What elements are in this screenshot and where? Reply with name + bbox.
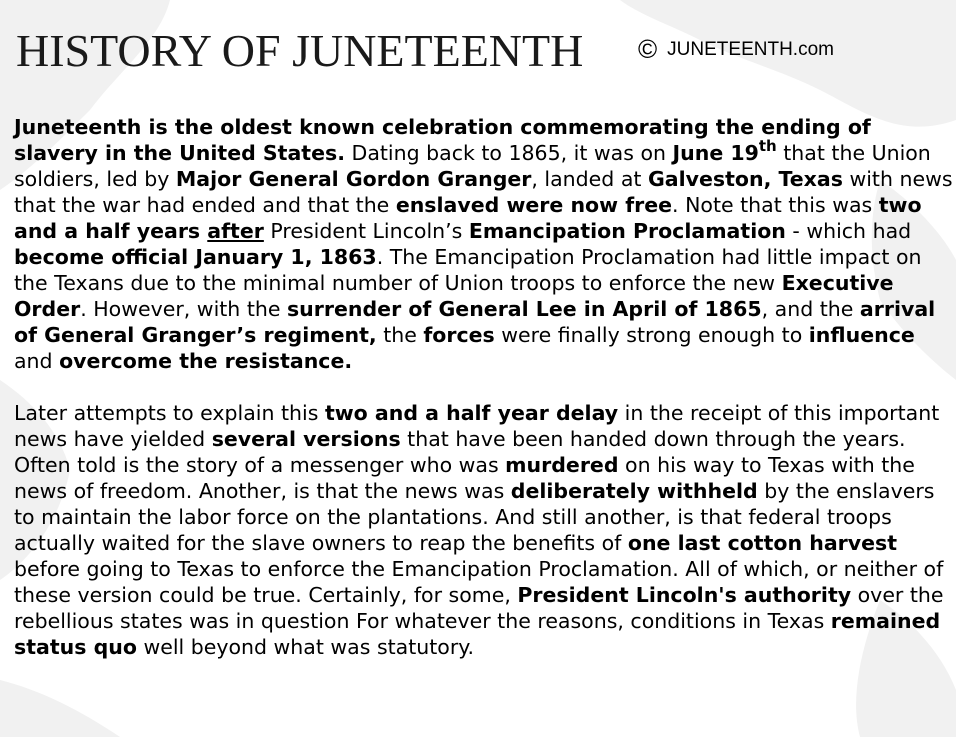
- text-segment: several versions: [211, 427, 401, 451]
- text-segment: over the rebellious states was in question For whatever the reasons, conditions in Texas: [14, 583, 944, 633]
- text-segment: Executive Order: [14, 271, 894, 321]
- text-segment: and: [14, 349, 60, 373]
- text-segment: the: [376, 323, 424, 347]
- text-segment: th: [758, 137, 777, 155]
- text-segment: after: [207, 219, 264, 243]
- text-segment: with news that the war had ended and that the: [14, 167, 953, 217]
- copyright-notice: [638, 36, 834, 63]
- text-segment: were finally strong enough to: [494, 323, 809, 347]
- text-segment: before going to Texas to enforce the Emancipation Proclamation. All of which, or neither of these version could be true. Certainly, for some,: [14, 557, 944, 607]
- text-segment: that the Union soldiers, led by: [14, 141, 931, 191]
- text-segment: . Note that this was: [672, 193, 879, 217]
- text-segment: in the receipt of this important news have yielded: [14, 401, 940, 451]
- text-segment: Dating back to 1865, it was on: [345, 141, 673, 165]
- paragraph-delay: [14, 400, 954, 660]
- text-segment: well beyond what was statutory.: [136, 635, 474, 659]
- text-segment: by the enslavers to maintain the labor force on the plantations. And still another, is that federal troops actually waited for the slave owners to reap the benefits of: [14, 479, 935, 555]
- text-segment: murdered: [505, 453, 619, 477]
- text-segment: Juneteenth is the oldest known celebration commemorating the ending of slavery in the United States.: [14, 115, 871, 165]
- text-segment: that have been handed down through the years. Often told is the story of a messenger who was: [14, 427, 906, 477]
- text-segment: , and the: [761, 297, 860, 321]
- text-segment: become official January 1, 1863: [14, 245, 377, 269]
- text-segment: forces: [423, 323, 495, 347]
- text-segment: deliberately withheld: [510, 479, 758, 503]
- text-segment: , landed at: [531, 167, 648, 191]
- text-segment: on his way to Texas with the news of freedom. Another, is that the news was: [14, 453, 915, 503]
- text-segment: Emancipation Proclamation: [468, 219, 786, 243]
- text-segment: Later attempts to explain this: [14, 401, 325, 425]
- text-segment: . The Emancipation Proclamation had little impact on the Texans due to the minimal number of Union troops to enforce the new: [14, 245, 922, 295]
- text-segment: two and a half years: [14, 193, 922, 243]
- text-segment: surrender of General Lee in April of 1865: [286, 297, 762, 321]
- text-segment: President Lincoln’s: [263, 219, 469, 243]
- text-segment: one last cotton harvest: [627, 531, 898, 555]
- copyright-symbol: ©: [638, 34, 658, 64]
- text-segment: President Lincoln's authority: [517, 583, 852, 607]
- article-body: [14, 114, 954, 660]
- text-segment: arrival of General Granger’s regiment,: [14, 297, 936, 347]
- text-segment: enslaved were now free: [395, 193, 673, 217]
- text-segment: Galveston, Texas: [647, 167, 843, 191]
- paragraph-intro: [14, 114, 954, 374]
- text-segment: June 19: [672, 141, 759, 165]
- page-title: HISTORY OF JUNETEENTH: [16, 25, 584, 76]
- text-segment: two and a half year delay: [324, 401, 619, 425]
- text-segment: Major General Gordon Granger: [175, 167, 532, 191]
- copyright-site-tld: .com: [792, 39, 834, 60]
- text-segment: overcome the resistance.: [59, 349, 353, 373]
- text-segment: remained status quo: [14, 609, 941, 659]
- copyright-site-name: JUNETEENTH: [667, 39, 793, 60]
- text-segment: - which had: [785, 219, 912, 243]
- text-segment: influence: [808, 323, 915, 347]
- text-segment: . However, with the: [80, 297, 287, 321]
